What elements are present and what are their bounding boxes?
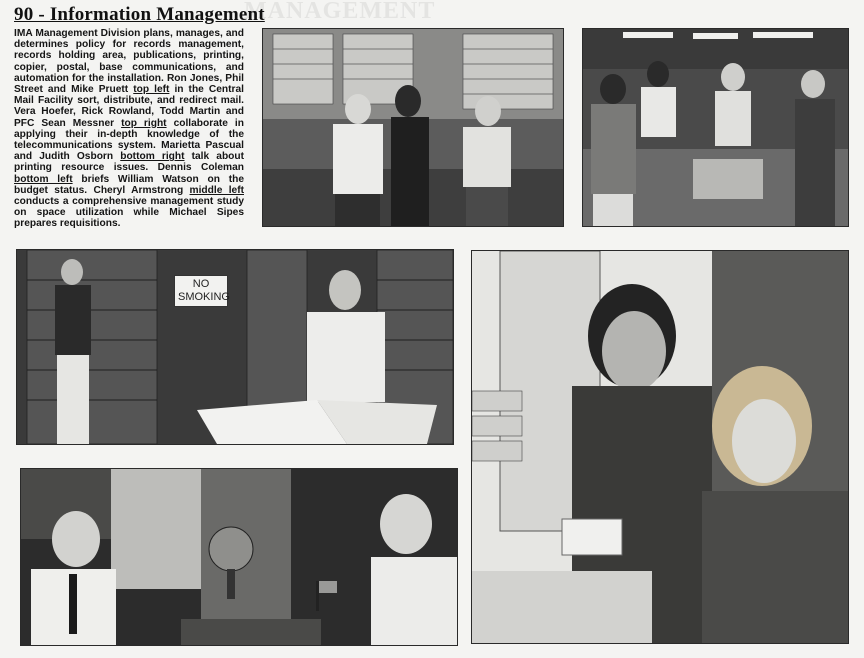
sign-line-1: NO — [192, 278, 210, 290]
photo-mail-facility — [262, 28, 564, 227]
photo-printing-resources — [471, 250, 849, 644]
text-run: collaborate in applying their in-depth knowledge of the telecommunications system. Marietta Pascual and Judith Osborn — [14, 117, 244, 163]
ghost-heading: MANAGEMENT — [244, 0, 436, 24]
position-ref-top-left: top left — [133, 84, 170, 96]
no-smoking-sign — [174, 275, 228, 307]
text-run: talk about printing resource issues. Dennis Coleman — [14, 151, 244, 174]
text-run: conducts a comprehensive management study on space utilization while Michael Sipes prepares requisitions. — [14, 196, 244, 230]
photo-budget-briefing — [20, 468, 458, 646]
text-run: briefs William Watson on the budget status. Cheryl Armstrong — [14, 173, 244, 196]
photo-space-utilization — [16, 249, 454, 445]
text-run: IMA Management Division plans, manages, and determines policy for records management, records holding area, publications, printing, copier, postal, base communications, and automation for the installation. Ron Jones, Phil Street and Mike Pruett — [14, 28, 244, 96]
position-ref-middle-left: middle left — [189, 184, 244, 196]
text-run: in the Central Mail Facility sort, distribute, and redirect mail. Vera Hoefer, Rick Rowland, Todd Martin and PFC Sean Messner — [14, 84, 244, 129]
position-ref-bottom-left: bottom left — [14, 173, 73, 185]
article-paragraph — [14, 28, 244, 230]
sign-line-2: SMOKING — [178, 291, 230, 303]
position-ref-top-right: top right — [121, 117, 167, 129]
page-title: 90 - Information Management — [14, 4, 265, 25]
photo-telecommunications — [582, 28, 849, 227]
position-ref-bottom-right: bottom right — [120, 151, 185, 163]
